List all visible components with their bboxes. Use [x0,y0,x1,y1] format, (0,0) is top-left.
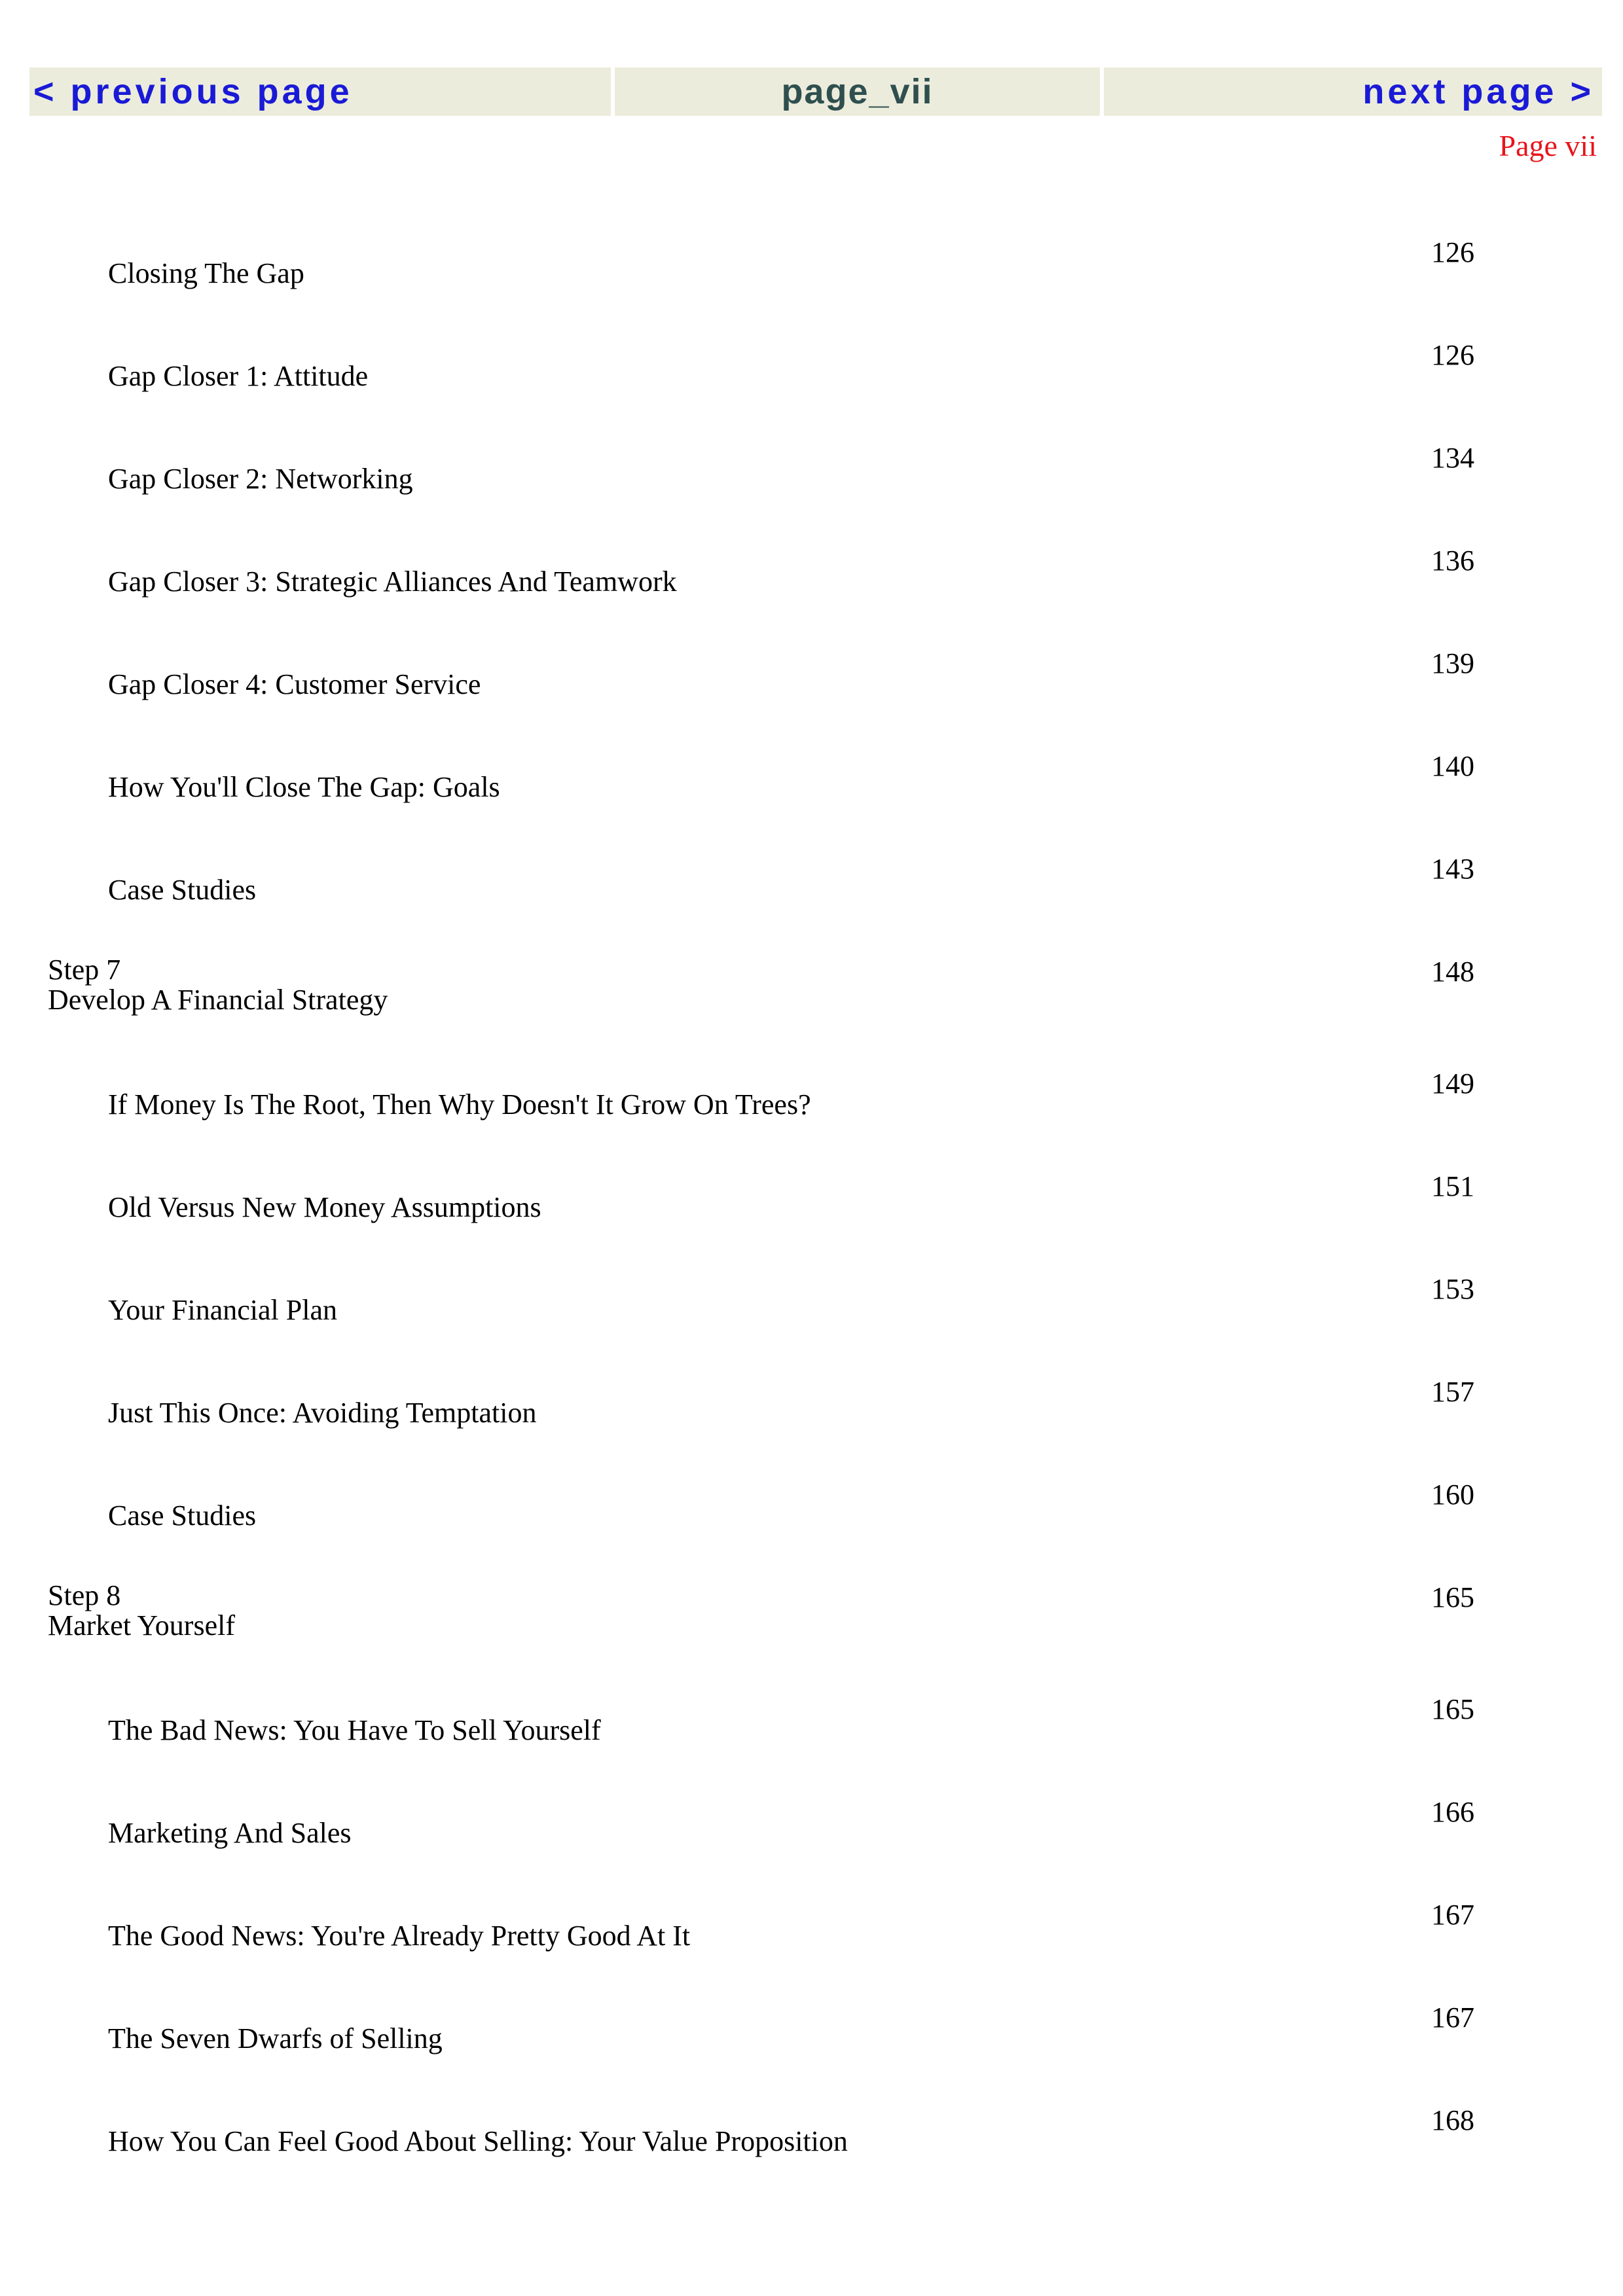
toc-entry [0,1272,1623,1351]
step-number: Step 7 [48,954,121,986]
toc-entry [0,441,1623,520]
entry-title: Gap Closer 1: Attitude [108,360,369,392]
toc-entry [0,1170,1623,1248]
entry-page-number: 126 [1431,339,1474,371]
entry-title: Gap Closer 3: Strategic Alliances And Teamwork [108,565,677,598]
entry-page-number: 151 [1431,1170,1474,1202]
toc-entry [0,647,1623,725]
entry-title: Marketing And Sales [108,1817,352,1849]
entry-title: The Good News: You're Already Pretty Good At It [108,1920,691,1952]
page-number-label: Page vii [1499,129,1597,162]
toc-entry [0,2001,1623,2079]
toc-entry [0,1795,1623,1874]
entry-page-number: 165 [1431,1581,1474,1613]
toc-step-entry [0,1581,1623,1659]
step-number: Step 8 [48,1579,121,1611]
toc-entry [0,1375,1623,1454]
toc-entry [0,1067,1623,1145]
entry-title: Closing The Gap [108,257,304,289]
entry-title: If Money Is The Root, Then Why Doesn't It Grow On Trees? [108,1088,811,1121]
entry-page-number: 140 [1431,750,1474,782]
entry-page-number: 148 [1431,956,1474,988]
entry-page-number: 167 [1431,1899,1474,1931]
step-heading [48,955,388,1015]
toc-entry [0,2104,1623,2182]
step-title: Market Yourself [48,1609,235,1641]
toc-entry [0,1693,1623,1771]
entry-page-number: 143 [1431,853,1474,885]
previous-page-link[interactable]: < previous page [29,67,611,116]
entry-title: How You'll Close The Gap: Goals [108,771,500,803]
entry-page-number: 157 [1431,1376,1474,1408]
toc-entry [0,544,1623,622]
entry-title: Just This Once: Avoiding Temptation [108,1397,537,1429]
step-heading [48,1581,235,1641]
entry-page-number: 139 [1431,647,1474,679]
entry-page-number: 149 [1431,1067,1474,1100]
step-title: Develop A Financial Strategy [48,984,388,1016]
entry-page-number: 136 [1431,545,1474,577]
entry-page-number: 153 [1431,1273,1474,1305]
next-page-link[interactable]: next page > [1104,67,1602,116]
entry-page-number: 126 [1431,236,1474,268]
entry-title: Your Financial Plan [108,1294,337,1326]
toc-entry [0,236,1623,314]
entry-page-number: 168 [1431,2104,1474,2136]
entry-title: Old Versus New Money Assumptions [108,1191,541,1223]
toc-entry [0,1898,1623,1977]
entry-title: Case Studies [108,1499,257,1532]
entry-page-number: 165 [1431,1693,1474,1725]
toc-step-entry [0,955,1623,1033]
entry-title: Gap Closer 4: Customer Service [108,668,481,700]
entry-page-number: 166 [1431,1796,1474,1828]
entry-title: Case Studies [108,874,257,906]
toc-entry [0,338,1623,417]
entry-title: Gap Closer 2: Networking [108,463,413,495]
toc-entry [0,1478,1623,1556]
toc-entry [0,749,1623,828]
page-title: page_vii [615,67,1100,116]
entry-title: The Seven Dwarfs of Selling [108,2022,443,2054]
entry-title: The Bad News: You Have To Sell Yourself [108,1714,601,1746]
entry-page-number: 167 [1431,2001,1474,2034]
toc-entry [0,852,1623,931]
entry-page-number: 134 [1431,442,1474,474]
entry-title: How You Can Feel Good About Selling: Your Value Proposition [108,2125,848,2157]
entry-page-number: 160 [1431,1479,1474,1511]
